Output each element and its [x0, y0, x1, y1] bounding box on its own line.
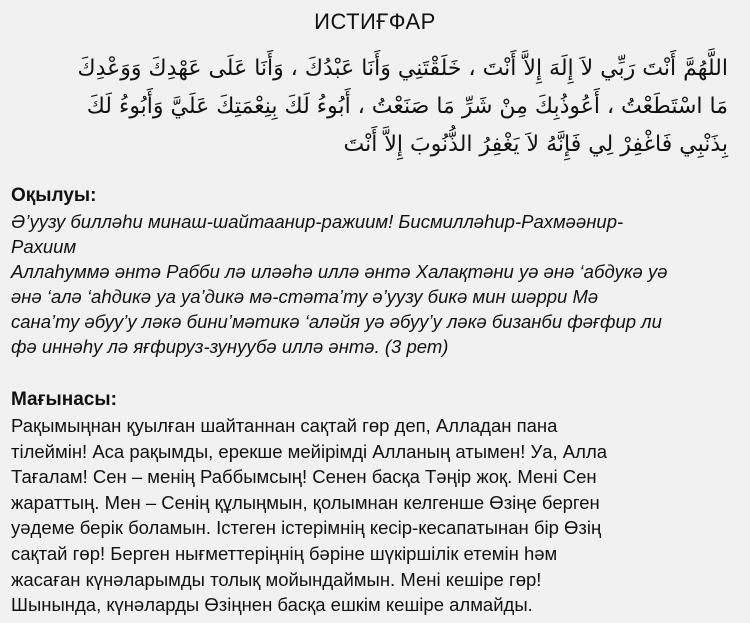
arabic-prayer-text — [16, 50, 728, 164]
meaning-line: Шынында, күнәларды Өзіңнен басқа ешкім кешіре алмайды. — [11, 594, 533, 616]
arabic-line: مَا اسْتَطَعْتُ ، أَعُوذُبِكَ مِنْ شَرِّ مَا صَنَعْتُ ، أَبُوءُ لَكَ بِنِعْمَتِكَ عَلَيَّ وَأَبُوءُ لَكَ — [86, 94, 728, 119]
arabic-line: بِذَنْبِي فَاغْفِرْ لِي فَإِنَّهُ لاَ يَغْفِرُ الذُّنُوبَ إِلاَّ أَنْتَ — [343, 132, 728, 157]
reading-line: Ә’уузу билләһи минаш-шайтаанир-ражиим! Бисмилләһир-Рахмәәнир- — [11, 211, 624, 232]
meaning-line: Тағалам! Сен – менің Раббымсың! Сенен басқа Тәңір жоқ. Мені Сен — [11, 466, 597, 488]
meaning-line: сақтай гөр! Берген нығметтеріңнің бәріне шүкіршілік етемін һәм — [11, 542, 558, 564]
meaning-line: жараттың. Мен – Сенің құлыңмын, қолымнан келгенше Өзіңе берген — [11, 491, 600, 513]
reading-line: әнә ‘алә ‘аһдикә уа уа’дикә мә-стәта’ту ә’уузу бикә мин шәрри Мә — [11, 286, 599, 307]
reading-line: сана’ту әбуу’у ләкә бини’мәтикә ‘аләйя уә әбуу’у ләкә бизанби фәғфир ли — [11, 311, 662, 332]
meaning-heading: Мағынасы: — [11, 389, 117, 410]
reading-heading: Оқылуы: — [11, 185, 97, 206]
reading-line: Рахиим — [11, 236, 77, 257]
meaning-line: уәдеме берік боламын. Істеген істерімнің кесір-кесапатынан бір Өзің — [11, 517, 602, 539]
meaning-line: жасаған күнәларымды толық мойындаймын. Мені кешіре гөр! — [11, 568, 542, 590]
reading-line: фә иннәһу лә яғфируз-зунуубә иллә әнтә. (3 рет) — [11, 336, 449, 357]
meaning-translation — [11, 413, 739, 618]
reading-transliteration — [11, 209, 739, 359]
meaning-line: Рақымыңнан қуылған шайтаннан сақтай гөр деп, Алладан пана — [11, 415, 558, 436]
arabic-line: اللَّهُمَّ أَنْتَ رَبِّي لاَ إِلَهَ إِلاَّ أَنْتَ ، خَلَقْتَنِي وَأَنَا عَبْدُكَ ، وَأَنَا عَلَى عَهْدِكَ وَوَعْدِكَ — [77, 56, 728, 81]
document-title: ИСТИҒФАР — [314, 9, 436, 34]
meaning-line: тілеймін! Аса рақымды, ерекше мейірімді Алланың атымен! Уа, Алла — [11, 440, 608, 462]
reading-line: Аллаһуммә әнтә Рабби лә иләәһә иллә әнтә Халақтәни уә әнә ‘абдукә уә — [11, 261, 668, 282]
